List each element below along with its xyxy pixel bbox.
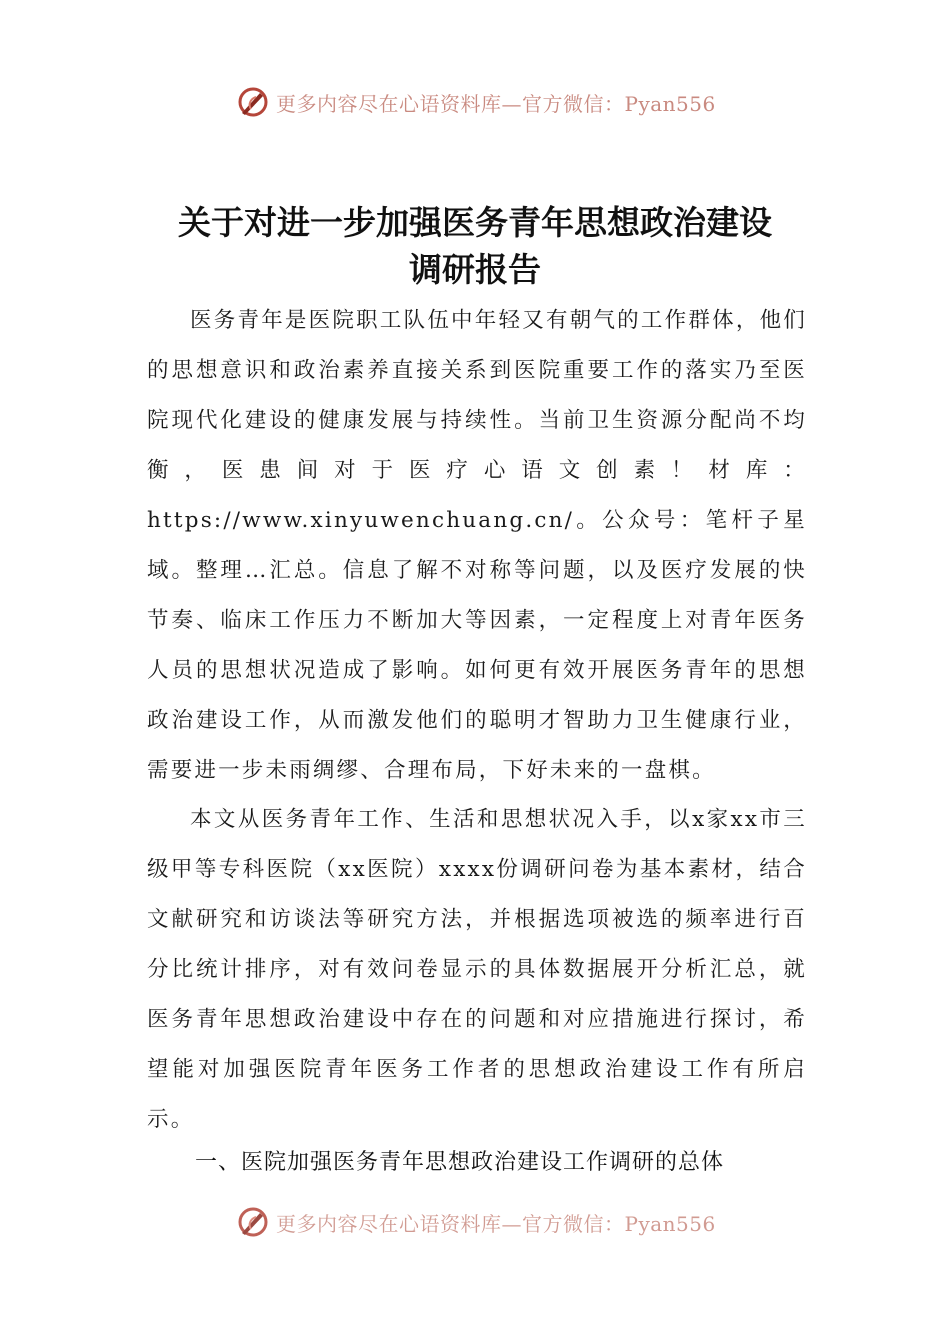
header-watermark-banner: [236, 84, 716, 120]
document-title-line-2: 调研报告: [409, 250, 541, 289]
pen-logo-icon: [236, 85, 270, 119]
watermark-text: 更多内容尽在心语资料库—官方微信：Pyan556: [276, 1211, 716, 1236]
pen-logo-icon: [236, 1205, 270, 1239]
body-paragraph-1: 医务青年是医院职工队伍中年轻又有朝气的工作群体，他们的思想意识和政治素养直接关系到医院重要工作的落实乃至医院现代化建设的健康发展与持续性。当前卫生资源分配尚不均衡，医患间对于医疗心语文创素！材库：https://www.xinyuwenchuang.cn/。公众号：笔杆子星域。整理…汇总。信息了解不对称等问题，以及医疗发展的快节奏、临床工作压力不断加大等因素，一定程度上对青年医务人员的思想状况造成了影响。如何更有效开展医务青年的思想政治建设工作，从而激发他们的聪明才智助力卫生健康行业，需要进一步未雨绸缪、合理布局，下好未来的一盘棋。: [147, 308, 807, 783]
document-title-line-1: 关于对进一步加强医务青年思想政治建设: [178, 203, 772, 242]
watermark-text: 更多内容尽在心语资料库—官方微信：Pyan556: [276, 91, 716, 116]
body-paragraph-2: 本文从医务青年工作、生活和思想状况入手，以x家xx市三级甲等专科医院（xx医院）xxxx份调研问卷为基本素材，结合文献研究和访谈法等研究方法，并根据选项被选的频率进行百分比统计排序，对有效问卷显示的具体数据展开分析汇总，就医务青年思想政治建设中存在的问题和对应措施进行探讨，希望能对加强医院青年医务工作者的思想政治建设工作有所启示。: [147, 807, 807, 1132]
section-heading: 一、医院加强医务青年思想政治建设工作调研的总体: [195, 1150, 725, 1175]
footer-watermark-banner: [236, 1204, 716, 1240]
